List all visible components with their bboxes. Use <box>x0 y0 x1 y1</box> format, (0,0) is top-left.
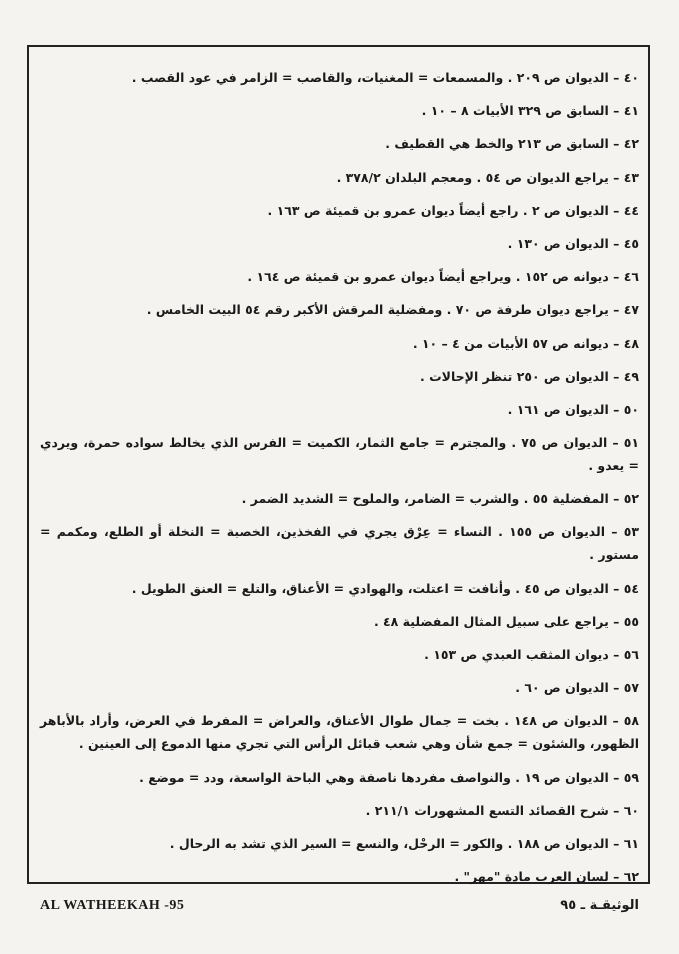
footnote: ٤٠ – الديوان ص ٢٠٩ . والمسمعات = المغنيات، والقاصب = الزامر في عود القصب . <box>131 70 639 85</box>
footnote: ٥٠ – الديوان ص ١٦١ . <box>507 401 639 417</box>
footnote: ٦١ – الديوان ص ١٨٨ . والكور = الرحْل، والنسع = السير الذي تشد به الرحال . <box>169 835 639 851</box>
footnote: ٥٨ – الديوان ص ١٤٨ . بخت = جمال طوال الأعناق، والعراض = المفرط في العرض، وأراد بالأباهر الظهور، والشئون = جمع شأن وهي شعب قبائل الرأس التي تجري منها الدموع إلى العينين . <box>40 713 639 752</box>
footnote: ٤٧ – يراجع ديوان طرفة ص ٧٠ . ومفضلية المرقش الأكبر رقم ٥٤ البيت الخامس . <box>146 302 639 318</box>
footer-journal-name-arabic: الوثيقـة ـ ٩٥ <box>560 898 639 913</box>
footnote: ٤٥ – الديوان ص ١٣٠ . <box>507 235 639 251</box>
footnote: ٥٢ – المفضلية ٥٥ . والشرب = الضامر، والملوح = الشديد الضمر . <box>241 491 639 507</box>
footnote: ٤٢ – السابق ص ٢١٣ والخط هي القطيف . <box>385 136 639 152</box>
footnotes-list <box>40 66 639 898</box>
footnote: ٤١ – السابق ص ٣٢٩ الأبيات ٨ – ١٠ . <box>421 103 639 119</box>
footnote: ٤٣ – يراجع الديوان ص ٥٤ . ومعجم البلدان ٣٧٨/٢ . <box>336 169 639 185</box>
footnote: ٦٢ – لسان العرب مادة "مهر" . <box>454 869 639 885</box>
footnote: ٤٨ – ديوانه ص ٥٧ الأبيات من ٤ – ١٠ . <box>412 335 639 351</box>
footnote: ٤٩ – الديوان ص ٢٥٠ تنظر الإحالات . <box>419 368 639 384</box>
page-footer <box>40 898 639 918</box>
footnote: ٥٦ – ديوان المثقب العبدي ص ١٥٣ . <box>424 647 639 662</box>
footnote: ٦٠ – شرح القصائد التسع المشهورات ٢١١/١ . <box>365 802 639 818</box>
footnote: ٥٣ – الديوان ص ١٥٥ . النساء = عِرْق يجري في الفخذين، الخصبة = النخلة أو الطلع، ومكمم = مستور . <box>40 524 639 563</box>
footnote: ٤٦ – ديوانه ص ١٥٢ . ويراجع أيضاً ديوان عمرو بن قميئة ص ١٦٤ . <box>247 269 639 285</box>
footer-journal-name: AL WATHEEKAH -95 <box>40 898 185 913</box>
footnote: ٥٩ – الديوان ص ١٩ . والنواصف مفردها ناصفة وهي الباحة الواسعة، ودد = موضع . <box>139 769 639 785</box>
footnote: ٥١ – الديوان ص ٧٥ . والمجترم = جامع الثمار، الكميت = الفرس الذي يخالط سواده حمرة، ويردي = يعدو . <box>40 435 639 474</box>
footnote: ٤٤ – الديوان ص ٢ . راجع أيضاً ديوان عمرو بن قميئة ص ١٦٣ . <box>267 202 639 218</box>
footnote: ٥٤ – الديوان ص ٤٥ . وأنافت = اعتلت، والهوادي = الأعناق، والتلع = العنق الطويل . <box>131 580 639 596</box>
footnote: ٥٧ – الديوان ص ٦٠ . <box>515 680 639 696</box>
footnote: ٥٥ – يراجع على سبيل المثال المفضلية ٤٨ . <box>373 613 639 629</box>
